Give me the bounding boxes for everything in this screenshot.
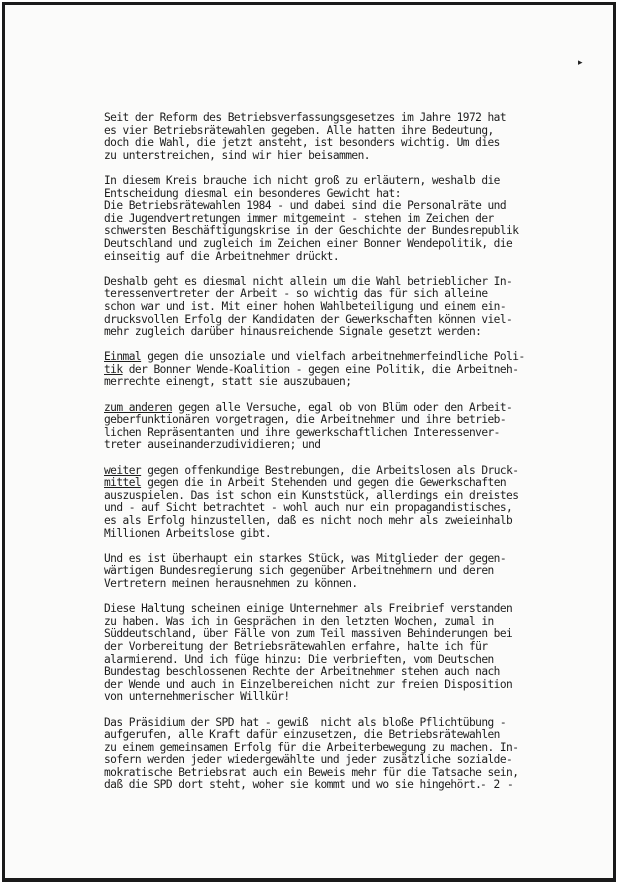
line-text: es vier Betriebsrätewahlen gegeben. Alle hatten ihre Bedeutung, <box>104 123 494 137</box>
line-text: In diesem Kreis brauche ich nicht groß zu erläutern, weshalb die <box>104 173 500 187</box>
corner-mark: ▸ <box>578 58 583 68</box>
line-text: treter auseinanderzudividieren; und <box>104 438 321 452</box>
line-text: geberfunktionären vorgetragen, die Arbeitnehmer und ihre betrieb- <box>104 413 507 427</box>
line-text: Süddeutschland, über Fälle von zum Teil massiven Behinderungen bei <box>104 627 513 641</box>
paragraph <box>104 112 574 162</box>
line-text: gegen die in Arbeit Stehenden und gegen die Gewerkschaften <box>141 476 507 490</box>
text-line <box>104 578 574 591</box>
line-text: Deshalb geht es diesmal nicht allein um die Wahl betrieblicher In- <box>104 274 513 288</box>
line-text: der Bonner Wende-Koalition - gegen eine Politik, die Arbeitneh- <box>122 362 519 376</box>
line-text: der Vorbereitung der Betriebsrätewahlen erfahre, halte ich für <box>104 639 488 653</box>
line-text: aufgerufen, alle Kraft dafür einzusetzen, die Betriebsrätewahlen <box>104 728 500 742</box>
line-text: lichen Repräsentanten und ihre gewerkschaftlichen Interessenver- <box>104 425 500 439</box>
line-text: daß die SPD dort steht, woher sie kommt und wo sie hingehört. <box>104 778 482 792</box>
text-line <box>104 376 574 389</box>
text-line <box>104 528 574 541</box>
line-text: es als Erfolg hinzustellen, daß es nicht noch mehr als zweieinhalb <box>104 514 513 527</box>
line-text: Und es ist überhaupt ein starkes Stück, was Mitglieder der gegen- <box>104 551 507 565</box>
line-text: wärtigen Bundesregierung sich gegenüber Arbeitnehmern und deren <box>104 564 494 578</box>
line-text: gegen alle Versuche, egal ob von Blüm oder den Arbeit- <box>172 400 513 414</box>
paragraph <box>104 603 574 704</box>
underlined-word: Einmal <box>104 350 142 364</box>
paragraph <box>104 351 574 389</box>
line-text: teressenvertreter der Arbeit - so wichtig das für sich alleine <box>104 287 488 301</box>
line-text: Das Präsidium der SPD hat - gewiß nicht als bloße Pflichtübung - <box>104 715 507 729</box>
text-line <box>104 251 574 264</box>
line-text: von unternehmerischer Willkür! <box>104 690 290 704</box>
line-text: Millionen Arbeitslose gibt. <box>104 526 272 540</box>
line-text: mehr zugleich darüber hinausreichende Signale gesetzt werden: <box>104 325 482 339</box>
line-text: auszuspielen. Das ist schon ein Kunststück, allerdings ein dreistes <box>104 488 519 502</box>
line-text: die Jugendvertretungen immer mitgemeint - stehen im Zeichen der <box>104 211 494 225</box>
line-text: merrechte einengt, statt sie auszubauen; <box>104 375 352 389</box>
line-text: Diese Haltung scheinen einige Unternehmer als Freibrief verstanden <box>104 602 513 616</box>
text-line <box>104 326 574 339</box>
text-line <box>104 691 574 704</box>
paragraph <box>104 175 574 263</box>
line-text: zu haben. Was ich in Gesprächen in den letzten Wochen, zumal in <box>104 614 494 628</box>
page-number: - 2 - <box>480 778 514 791</box>
line-text: drucksvollen Erfolg der Kandidaten der Gewerkschaften können viel- <box>104 312 513 326</box>
line-text: Entscheidung diesmal ein besonderes Gewicht hat: <box>104 186 401 200</box>
line-text: Vertretern meinen herausnehmen zu können. <box>104 576 358 590</box>
paragraph <box>104 465 574 541</box>
line-text: schwersten Beschäftigungskrise in der Geschichte der Bundesrepublik <box>104 224 519 238</box>
line-text: doch die Wahl, die jetzt ansteht, ist besonders wichtig. Um dies <box>104 136 500 150</box>
line-text: zu einem gemeinsamen Erfolg für die Arbeiterbewegung zu machen. In- <box>104 740 519 754</box>
text-line <box>104 439 574 452</box>
line-text: einseitig auf die Arbeitnehmer drückt. <box>104 249 340 263</box>
line-text: gegen die unsoziale und vielfach arbeitnehmerfeindliche Poli- <box>141 350 525 364</box>
line-text: Bundestag beschlossenen Rechte der Arbeitnehmer stehen auch nach <box>104 665 500 679</box>
underlined-word: zum anderen <box>104 400 173 414</box>
line-text: sofern werden jeder wiedergewählte und jeder zusätzliche sozialde- <box>104 753 513 767</box>
text-line <box>104 150 574 163</box>
line-text: der Wende und auch in Einzelbereichen nicht zur freien Disposition <box>104 677 513 691</box>
line-text: Deutschland und zugleich im Zeichen einer Bonner Wendepolitik, die <box>104 236 513 250</box>
document-body <box>104 112 574 805</box>
paragraph <box>104 402 574 452</box>
line-text: und - auf Sicht betrachtet - wohl auch nur ein propagandistisches, <box>104 501 513 515</box>
line-text: Seit der Reform des Betriebsverfassungsgesetzes im Jahre 1972 hat <box>104 111 507 124</box>
underlined-word: tik <box>104 362 123 376</box>
line-text: alarmierend. Und ich füge hinzu: Die verbrieften, vom Deutschen <box>104 652 494 666</box>
underlined-word: weiter <box>104 463 142 477</box>
paragraph <box>104 276 574 339</box>
line-text: gegen offenkundige Bestrebungen, die Arbeitslosen als Druck- <box>141 463 519 477</box>
paragraph <box>104 553 574 591</box>
underlined-word: mittel <box>104 476 142 490</box>
line-text: zu unterstreichen, sind wir hier beisammen. <box>104 148 370 162</box>
line-text: schon war und ist. Mit einer hohen Wahlbeteiligung und einem ein- <box>104 299 507 313</box>
line-text: mokratische Betriebsrat auch ein Beweis mehr für die Tatsache sein, <box>104 765 519 779</box>
line-text: Die Betriebsrätewahlen 1984 - und dabei sind die Personalräte und <box>104 199 507 213</box>
